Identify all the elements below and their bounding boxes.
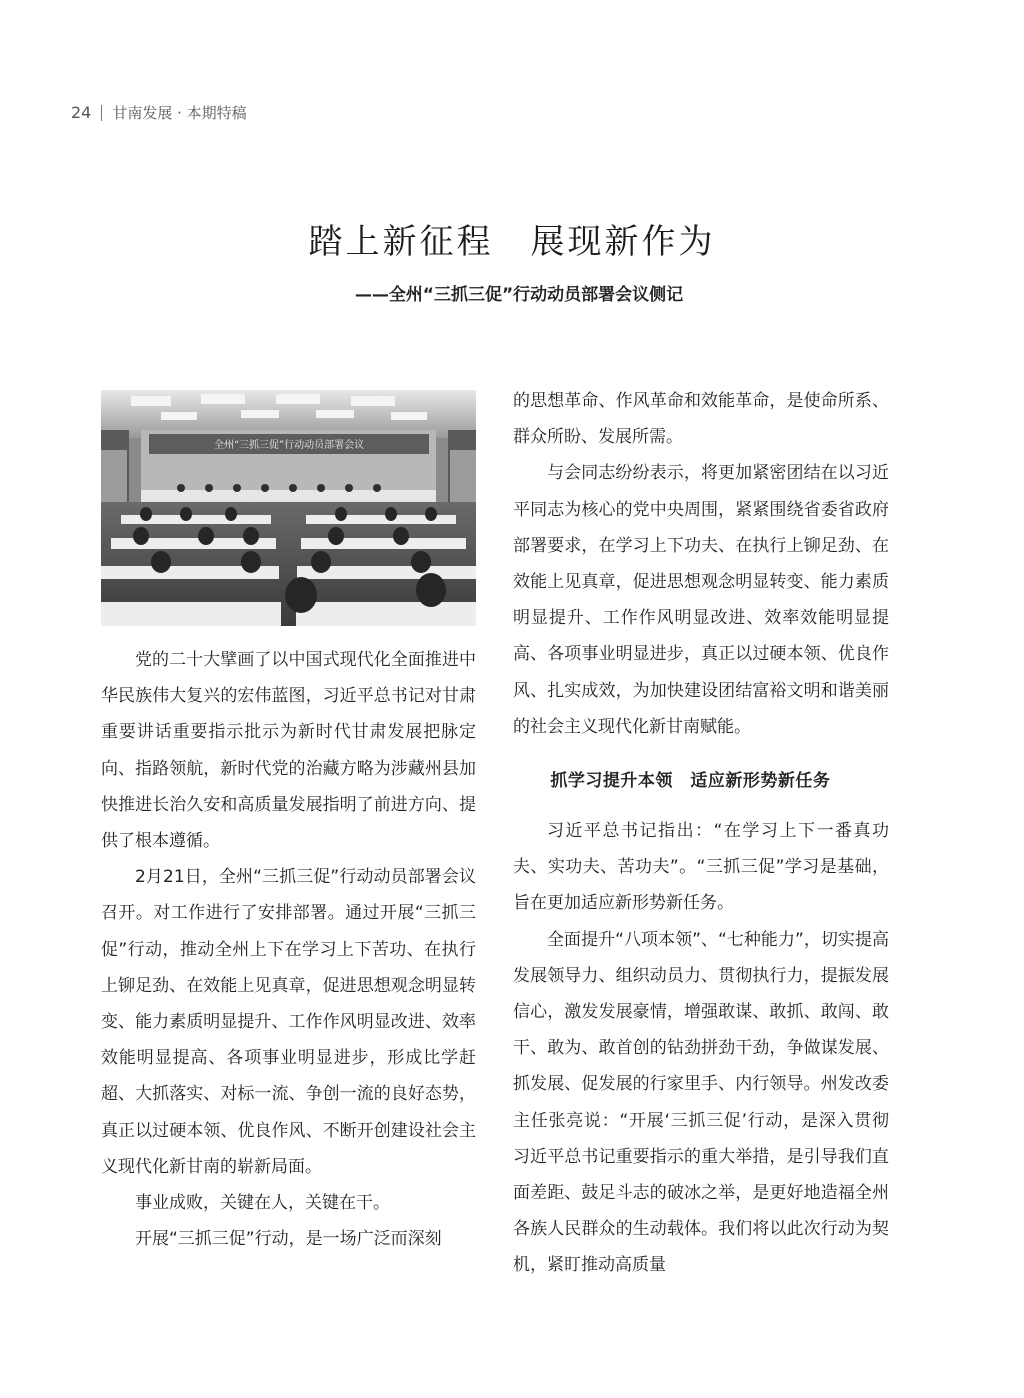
- running-header: [71, 102, 247, 123]
- body-paragraph: 习近平总书记指出：“在学习上下一番真功夫、实功夫、苦功夫”。“三抓三促”学习是基础，旨在更加适应新形势新任务。: [513, 821, 889, 914]
- right-column: [513, 383, 889, 1284]
- body-paragraph: 党的二十大擘画了以中国式现代化全面推进中华民族伟大复兴的宏伟蓝图，习近平总书记对甘肃重要讲话重要指示批示为新时代甘肃发展把脉定向、指路领航，新时代党的治藏方略为涉藏州县加快推进长治久安和高质量发展指明了前进方向、提供了根本遵循。: [101, 650, 476, 852]
- left-column: [101, 642, 476, 1257]
- body-paragraph-continued: 的思想革命、作风革命和效能革命，是使命所系、群众所盼、发展所需。: [513, 391, 889, 448]
- body-paragraph: 全面提升“八项本领”、“七种能力”，切实提高发展领导力、组织动员力、贯彻执行力，提振发展信心，激发发展豪情，增强敢谋、敢抓、敢闯、敢干、敢为、敢首创的钻劲拼劲干劲，争做谋发展、抓发展、促发展的行家里手、内行领导。州发改委主任张亮说：“开展‘三抓三促’行动，是深入贯彻习近平总书记重要指示的重大举措，是引导我们直面差距、鼓足斗志的破冰之举，是更好地造福全州各族人民群众的生动载体。我们将以此次行动为契机，紧盯推动高质量: [513, 929, 889, 1276]
- body-paragraph: 与会同志纷纷表示，将更加紧密团结在以习近平同志为核心的党中央周围，紧紧围绕省委省政府部署要求，在学习上下功夫、在执行上铆足劲、在效能上见真章，促进思想观念明显转变、能力素质明显提升、工作作风明显改进、效率效能明显提高、各项事业明显进步，真正以过硬本领、优良作风、扎实成效，为加快建设团结富裕文明和谐美丽的社会主义现代化新甘南赋能。: [513, 463, 889, 737]
- header-divider: [101, 105, 102, 121]
- body-paragraph: 2月21日，全州“三抓三促”行动动员部署会议召开。对工作进行了安排部署。通过开展“三抓三促”行动，推动全州上下在学习上下苦功、在执行上铆足劲、在效能上见真章，促进思想观念明显转变、能力素质明显提升、工作作风明显改进、效率效能明显提高、各项事业明显进步，形成比学赶超、大抓落实、对标一流、争创一流的良好态势，真正以过硬本领、优良作风、不断开创建设社会主义现代化新甘南的崭新局面。: [101, 867, 476, 1177]
- meeting-photo: [101, 390, 476, 626]
- article-title: 踏上新征程 展现新作为: [308, 222, 716, 262]
- section-heading: 抓学习提升本领 适应新形势新任务: [550, 771, 831, 792]
- section-name: 甘南发展 · 本期特稿: [112, 104, 247, 122]
- meeting-photo-graphic: [101, 390, 476, 626]
- body-paragraph: 开展“三抓三促”行动，是一场广泛而深刻: [135, 1229, 442, 1250]
- page-number: 24: [71, 103, 92, 122]
- article-subtitle: ——全州“三抓三促”行动动员部署会议侧记: [354, 285, 684, 305]
- body-paragraph: 事业成败，关键在人，关键在干。: [135, 1193, 390, 1214]
- photo-banner-text: 全州“三抓三促”行动动员部署会议: [213, 440, 365, 451]
